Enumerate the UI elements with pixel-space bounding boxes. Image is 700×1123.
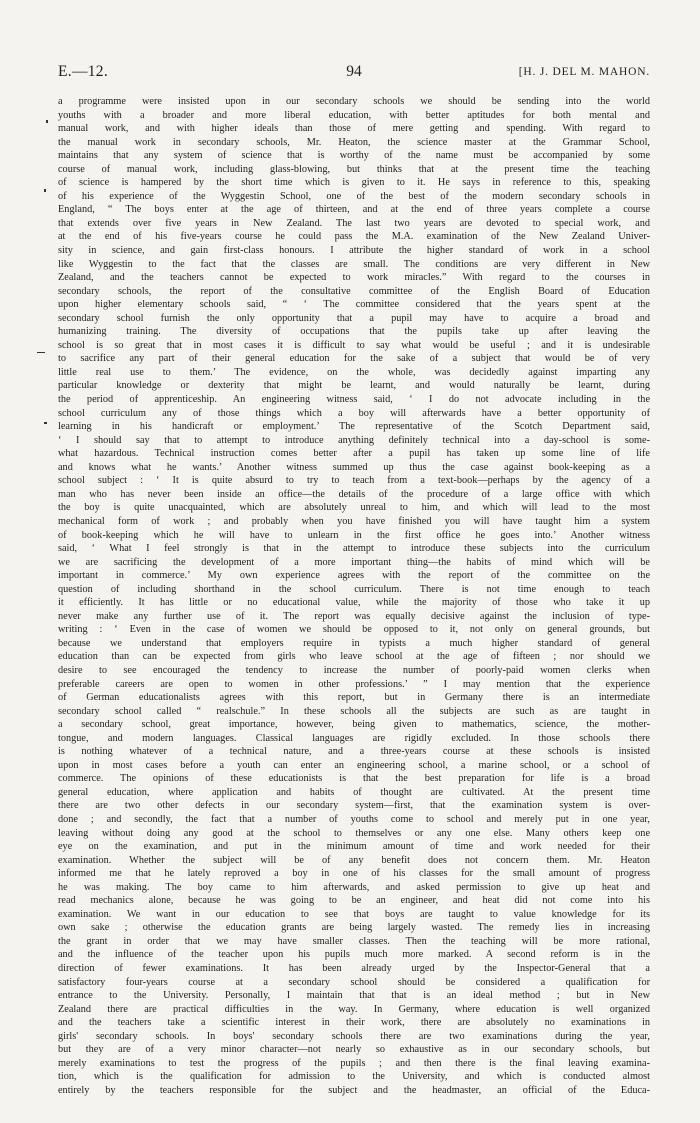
text-line: read mechanics alone, because he was going to be an engineer, and heat did not come into his	[58, 895, 650, 907]
report-code: E.—12.	[58, 63, 109, 80]
text-line: said, ‘ What I feel strongly is that in the attempt to introduce these subjects into the curriculum	[58, 543, 650, 555]
margin-mark	[46, 120, 48, 123]
page-number: 94	[346, 63, 362, 80]
text-line: upon in most cases before a youth can enter an engineering school, a marine school, or a school of	[58, 759, 650, 771]
text-line: school curriculum any of those things which a boy will afterwards have a better opportunity of	[58, 407, 650, 419]
text-line: it efficiently. It has little or no educational value, while the majority of those who take it up	[58, 597, 650, 609]
text-line: examination. We want in our education to see that boys are taught to value knowledge for its	[58, 908, 650, 920]
text-line: he was making. The boy came to him afterwards, and asked permission to give up heat and	[58, 881, 650, 893]
text-line: that extends over five years in New Zealand. The last two years are devoted to special work, and	[58, 217, 650, 229]
text-line: and the teachers take a scientific interest in their work, there are absolutely no examinations in	[58, 1017, 650, 1029]
text-line: and knows what he wants.’ Another witness summed up thus the case against book-keeping as a	[58, 461, 650, 473]
body-text	[58, 95, 650, 1097]
text-line: little real use to them.’ The evidence, on the whole, was decidedly against imparting any	[58, 366, 650, 378]
text-line: the manual work in secondary schools, Mr. Heaton, the science master at the Grammar School,	[58, 136, 650, 148]
text-line: preferable careers are open to women in other professions.’ ” I may mention that the experience	[58, 678, 650, 690]
margin-mark	[44, 189, 46, 192]
text-line: what hazardous. Technical instruction comes better after a pupil has taken up some line of life	[58, 448, 650, 460]
text-line: leaving without doing any good at the school to themselves or any one else. Many others keep one	[58, 827, 650, 839]
text-line: maintains that any system of science that is worthy of the name must be accompanied by some	[58, 150, 650, 162]
text-line: a secondary school, great importance, however, being given to mathematics, science, the mother-	[58, 719, 650, 731]
text-line: there are two other defects in our secondary system—first, that the examination system is over-	[58, 800, 650, 812]
text-line: merely examinations to test the progress of the pupils ; and then there is the final leaving examina-	[58, 1057, 650, 1069]
text-line: of his experience of the Wyggestin School, one of the best of the modern secondary schools in	[58, 190, 650, 202]
text-line: Zealand, and the teachers cannot be expected to work miracles.” With regard to the courses in	[58, 272, 650, 284]
text-line: satisfactory four-years course at a secondary school should be considered a qualification for	[58, 976, 650, 988]
text-line: commerce. The opinions of these educationists is that the best preparation for life is a broad	[58, 773, 650, 785]
text-line: own sake ; otherwise the education grants are being largely wasted. The remedy lies in increasing	[58, 922, 650, 934]
text-line: school subject : ‘ It is quite absurd to try to teach from a text-book—perhaps by the agency of a	[58, 475, 650, 487]
text-line: tongue, and modern languages. Classical languages are rigidly excluded. In those schools there	[58, 732, 650, 744]
text-line: of science is hampered by the short time which is given to it. He says in reference to this, speaking	[58, 177, 650, 189]
page-header	[58, 63, 650, 85]
text-line: the period of apprenticeship. An engineering witness said, ‘ I do not advocate including in the	[58, 394, 650, 406]
text-line: the boy is quite unacquainted, which are absolutely unreal to him, and which will lead to the most	[58, 502, 650, 514]
text-line: entirely by the teachers responsible for the subject and the headmaster, an official of the Educa-	[58, 1084, 650, 1096]
margin-mark	[37, 352, 45, 353]
text-line: learning in his handicraft or employment.’ The representative of the Scotch Department said,	[58, 421, 650, 433]
text-line: ‘ I should say that to attempt to introduce anything definitely technical into a day-school is some-	[58, 434, 650, 446]
text-line: because we understand that employers require in typists a much higher standard of general	[58, 637, 650, 649]
text-line: secondary schools, the report of the consultative committee of the English Board of Education	[58, 285, 650, 297]
text-line: course of manual work, including glass-blowing, but thinks that at the present time the teaching	[58, 163, 650, 175]
text-line: sity in science, and gain first-class honours. I attribute the higher standard of work in a school	[58, 245, 650, 257]
witness-name: [H. J. DEL M. MAHON.	[518, 66, 650, 78]
text-line: England, “ The boys enter at the age of thirteen, and at the end of three years complete a course	[58, 204, 650, 216]
text-line: entrance to the University. Personally, I maintain that that is an ideal method ; but in New	[58, 990, 650, 1002]
text-line: examination. Whether the subject will be of any benefit does not concern them. Mr. Heaton	[58, 854, 650, 866]
text-line: general education, where application and habits of thought are cultivated. At the present time	[58, 786, 650, 798]
text-line: youths with a broader and more liberal education, with better aptitudes for both mental and	[58, 109, 650, 121]
text-line: education than can be expected from girls who leave school at the age of fifteen ; nor should we	[58, 651, 650, 663]
text-line: done ; and secondly, the fact that a number of youths come to school and merely put in one year,	[58, 813, 650, 825]
text-line: but they are of a very minor character—not nearly so exhaustive as in our secondary schools, but	[58, 1044, 650, 1056]
text-line: is nothing whatever of a technical nature, and a three-years course at these schools is insisted	[58, 746, 650, 758]
text-line: the grant in order that we may have smaller classes. Then the teaching will be more rational,	[58, 935, 650, 947]
text-line: informed me that he lately reproved a boy in one of his classes for the small amount of progress	[58, 868, 650, 880]
text-line: upon higher elementary schools said, “ ‘ The committee considered that the years spent at the	[58, 299, 650, 311]
text-line: mechanical form of work ; and probably when you have finished you will have taught him a system	[58, 515, 650, 527]
text-line: a programme were insisted upon in our secondary schools we should be sending into the world	[58, 96, 650, 107]
text-line: never make any further use of it. The report was equally decisive against the inclusion of type-	[58, 610, 650, 622]
text-line: Zealand there are practical difficulties in the way. In Germany, where education is well organized	[58, 1003, 650, 1015]
text-line: man who has never been inside an office—the details of the procedure of a large office with which	[58, 488, 650, 500]
text-line: direction of fewer examinations. It has been already urged by the Inspector-General that a	[58, 963, 650, 974]
text-line: humanizing training. The diversity of occupations that the pupils take up after leaving the	[58, 326, 650, 338]
text-line: of book-keeping which he will have to unlearn in the first office he goes into.’ Another witness	[58, 529, 650, 541]
text-line: secondary school called “ realschule.” In these schools all the subjects are such as are taught in	[58, 705, 650, 717]
text-line: secondary school furnish the only opportunity that a pupil may have to acquire a broad and	[58, 312, 650, 324]
text-line: eye on the examination, and put in the minimum amount of time and work needed for their	[58, 841, 650, 853]
text-line: manual work, and with higher ideals than those of mere getting and spending. With regard to	[58, 123, 650, 135]
text-line: like Wyggestin to the fact that the classes are small. The conditions are very different in New	[58, 258, 650, 270]
margin-mark	[44, 422, 47, 424]
text-line: to sacrifice any part of their general education for the sake of a subject that would be of very	[58, 353, 650, 365]
text-line: desire to see encouraged the tendency to increase the number of poorly-paid women clerks when	[58, 664, 650, 676]
text-line: question of including shorthand in the school curriculum. There is not time enough to teach	[58, 583, 650, 595]
text-line: particular knowledge or dexterity that might be learnt, and would naturally be learnt, during	[58, 380, 650, 392]
text-line: and the influence of the teacher upon his pupils much more marked. A second reform is in the	[58, 949, 650, 961]
text-line: writing : ‘ Even in the case of women we should be opposed to it, not only on general grounds, but	[58, 624, 650, 636]
text-line: girls' secondary schools. In boys' secondary schools there are two examinations during the year,	[58, 1030, 650, 1042]
text-line: school is so great that in most cases it is difficult to say what would be useful ; and it is undesirable	[58, 339, 650, 351]
text-line: at the end of his five-years course he could pass the M.A. examination of the New Zealand Univer-	[58, 231, 650, 243]
text-line: we are sacrificing the development of a more important thing—the habits of mind which will be	[58, 556, 650, 568]
text-line: of German educationalists agrees with this report, but in Germany there is an intermediate	[58, 692, 650, 704]
text-line: tion, which is the qualification for admission to the University, and which is conducted almost	[58, 1071, 650, 1083]
text-line: important in commerce.’ My own experience agrees with the report of the committee on the	[58, 570, 650, 582]
